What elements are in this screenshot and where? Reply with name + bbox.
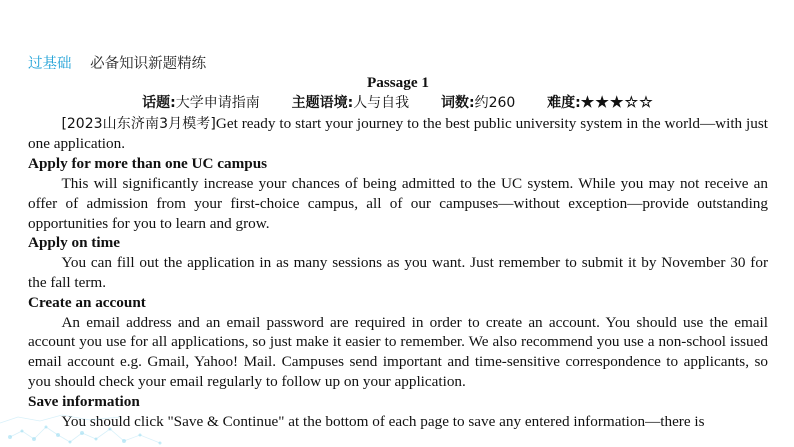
- meta-topic: 话题:大学申请指南: [142, 94, 260, 111]
- section-subtitle: 必备知识新题精练: [90, 56, 207, 72]
- section-body: This will significantly increase your chances of being admitted to the UC system. While you may not receive an offer of admission from your first-choice campus, all of our campuses—without exception—provide outstanding opportunities for you to learn and grow.: [28, 174, 768, 232]
- intro-source: [2023山东济南3月模考]: [61, 115, 216, 132]
- difficulty-stars: ★★★☆☆: [580, 93, 654, 111]
- section-body: You should click "Save & Continue" at the bottom of each page to save any entered information—there is: [61, 412, 705, 430]
- meta-difficulty: 难度:★★★☆☆: [547, 93, 654, 111]
- section-tag: 过基础: [28, 56, 72, 72]
- passage: [28, 73, 768, 431]
- page-header: [28, 55, 206, 73]
- intro-paragraph: [28, 114, 768, 155]
- meta-context: 主题语境:人与自我: [291, 94, 410, 111]
- section-heading: Apply on time: [28, 234, 120, 252]
- section-heading: Apply for more than one UC campus: [28, 155, 268, 173]
- section-heading: Save information: [28, 392, 140, 410]
- section-body: You can fill out the application in as many sessions as you want. Just remember to submit it by November 30 for the fall term.: [28, 254, 768, 291]
- passage-meta: [28, 93, 768, 114]
- section-body: An email address and an email password are required in order to create an account. You should use the email account you use for all applications, so just make it easier to remember. We also recommend you use a non-school issued email account e.g. Gmail, Yahoo! Mail. Campuses send important and time-sensitive correspondence to applicants, so you should check your email regularly to follow up on your application.: [28, 313, 768, 390]
- intro-text: Get ready to start your journey to the best public university system in the world—with just one application.: [28, 114, 768, 153]
- passage-title: Passage 1: [366, 74, 429, 91]
- meta-word-count: 词数:约260: [440, 94, 516, 111]
- section-heading: Create an account: [28, 293, 146, 311]
